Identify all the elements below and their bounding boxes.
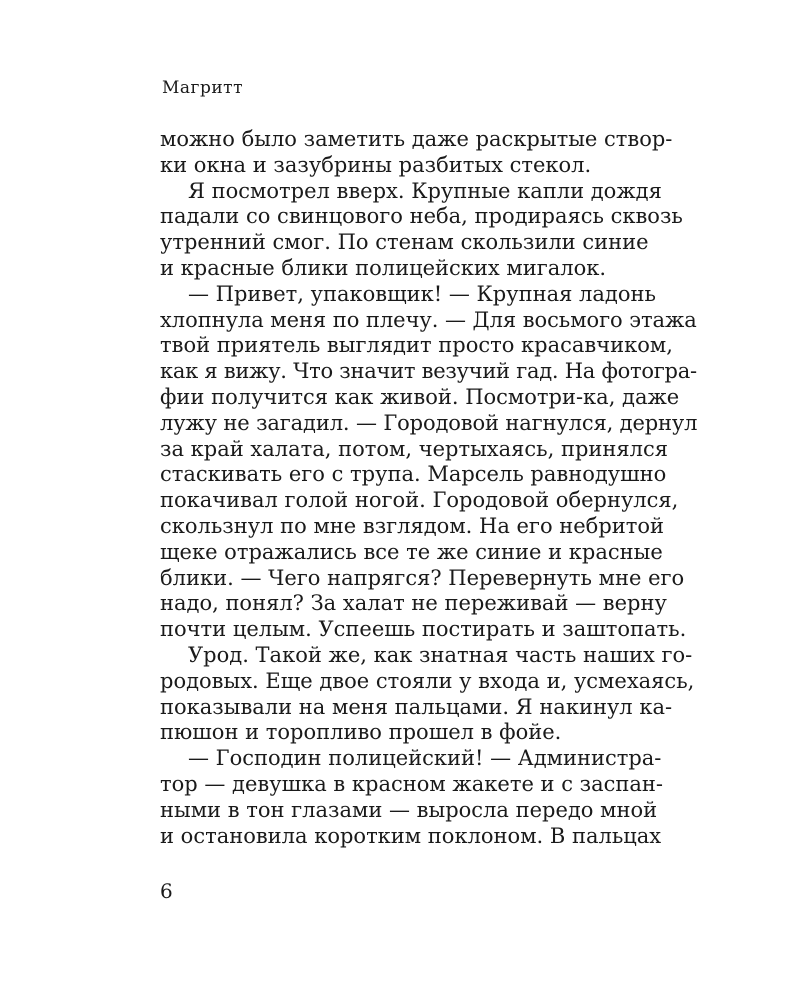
text-line: фии получится как живой. Посмотри-ка, даже: [160, 384, 680, 409]
text-line: хлопнула меня по плечу. — Для восьмого этажа: [160, 307, 697, 332]
text-line: твой приятель выглядит просто красавчиком,: [160, 333, 673, 358]
text-line: покачивал голой ногой. Городовой обернулся,: [160, 488, 679, 513]
text-line: щеке отражались все те же синие и красные: [160, 539, 663, 564]
text-line: как я вижу. Что значит везучий гад. На фотогра-: [160, 359, 697, 384]
text-line: — Привет, упаковщик! — Крупная ладонь: [188, 281, 656, 306]
text-line: за край халата, потом, чертыхаясь, принялся: [160, 436, 668, 461]
text-line: пюшон и торопливо прошел в фойе.: [160, 720, 562, 745]
text-line: падали со свинцового неба, продираясь сквозь: [160, 204, 683, 229]
text-line: надо, понял? За халат не переживай — верну: [160, 591, 667, 616]
text-line: тор — девушка в красном жакете и с заспан-: [160, 771, 663, 796]
text-line: Я посмотрел вверх. Крупные капли дождя: [188, 178, 662, 203]
text-line: лужу не загадил. — Городовой нагнулся, дернул: [160, 410, 698, 435]
text-line: показывали на меня пальцами. Я накинул ка-: [160, 694, 673, 719]
text-line: Урод. Такой же, как знатная часть наших го-: [188, 642, 693, 667]
body-text: [160, 127, 697, 849]
text-line: родовых. Еще двое стояли у входа и, усмехаясь,: [160, 668, 695, 693]
text-line: скользнул по мне взглядом. На его небритой: [160, 513, 665, 538]
text-line: блики. — Чего напрягся? Перевернуть мне его: [160, 565, 685, 590]
text-line: и красные блики полицейских мигалок.: [160, 255, 607, 280]
text-line: почти целым. Успеешь постирать и заштопать.: [160, 617, 687, 642]
text-line: можно было заметить даже раскрытые створ-: [160, 127, 673, 151]
text-line: ки окна и зазубрины разбитых стекол.: [160, 152, 592, 177]
text-line: утренний смог. По стенам скользили синие: [160, 230, 649, 255]
running-head: Магритт: [162, 78, 243, 98]
text-line: и остановила коротким поклоном. В пальцах: [160, 823, 662, 848]
text-line: стаскивать его с трупа. Марсель равнодушно: [160, 462, 667, 487]
text-line: — Господин полицейский! — Администра-: [188, 746, 662, 771]
text-line: ными в тон глазами — выросла передо мной: [160, 797, 658, 822]
page-number: 6: [160, 879, 173, 903]
